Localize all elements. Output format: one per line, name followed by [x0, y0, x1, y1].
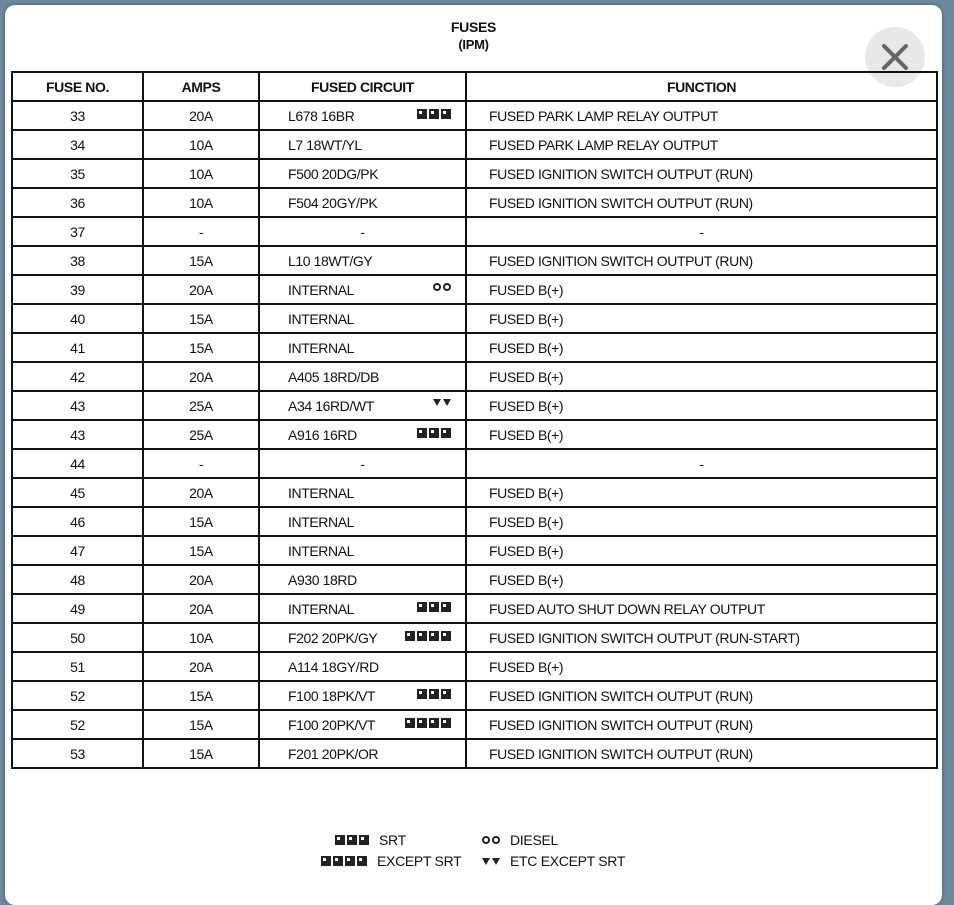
table-row — [12, 362, 937, 391]
col-header-fuse-no: FUSE NO. — [12, 72, 143, 101]
table-row — [12, 246, 937, 275]
except-srt-square-icon — [429, 631, 439, 641]
table-row — [12, 420, 937, 449]
table-row — [12, 275, 937, 304]
function-cell — [466, 391, 937, 420]
fused-circuit-text: INTERNAL — [288, 601, 355, 617]
table-row — [12, 652, 937, 681]
fused-circuit-cell — [259, 594, 466, 623]
except-srt-square-icon — [441, 718, 451, 728]
variant-marker — [417, 602, 451, 612]
function-cell — [466, 710, 937, 739]
function-cell — [466, 420, 937, 449]
fuse-no-cell: 43 — [12, 391, 143, 420]
variant-marker — [417, 428, 451, 438]
fuse-no-cell: 33 — [12, 101, 143, 130]
function-cell — [466, 536, 937, 565]
function-cell — [466, 507, 937, 536]
diesel-circle-icon — [492, 836, 500, 844]
amps-cell: 15A — [143, 304, 259, 333]
fuse-no-cell: 52 — [12, 681, 143, 710]
except-srt-square-icon — [357, 856, 367, 866]
amps-cell: 20A — [143, 478, 259, 507]
fuse-no-cell: 42 — [12, 362, 143, 391]
amps-cell: 20A — [143, 652, 259, 681]
fused-circuit-text: INTERNAL — [288, 514, 355, 530]
table-row — [12, 536, 937, 565]
legend-except-srt — [321, 853, 461, 869]
col-header-fused-circuit: FUSED CIRCUIT — [259, 72, 466, 101]
fused-circuit-cell — [259, 188, 466, 217]
amps-cell: 25A — [143, 420, 259, 449]
table-row — [12, 217, 937, 246]
fused-circuit-cell — [259, 710, 466, 739]
page-title: FUSES — [450, 19, 497, 35]
function-cell — [466, 333, 937, 362]
srt-square-icon — [429, 428, 439, 438]
function-text: FUSED B(+) — [489, 658, 564, 675]
table-row — [12, 188, 937, 217]
table-row — [12, 739, 937, 768]
fuse-table — [11, 71, 938, 769]
srt-square-icon — [335, 835, 345, 845]
amps-cell: 15A — [143, 536, 259, 565]
fused-circuit-text: L10 18WT/GY — [288, 253, 373, 269]
fused-circuit-text: A916 16RD — [288, 427, 357, 443]
function-cell — [466, 217, 937, 246]
variant-marker — [417, 109, 451, 119]
table-row — [12, 478, 937, 507]
srt-square-icon — [441, 428, 451, 438]
page-subtitle: (IPM) — [458, 37, 489, 52]
function-text: FUSED IGNITION SWITCH OUTPUT (RUN) — [489, 165, 753, 182]
except-srt-square-icon — [417, 631, 427, 641]
fuse-no-cell: 52 — [12, 710, 143, 739]
fused-circuit-cell — [259, 536, 466, 565]
table-row — [12, 391, 937, 420]
fuse-no-cell: 37 — [12, 217, 143, 246]
srt-square-icon — [429, 109, 439, 119]
amps-cell: - — [143, 449, 259, 478]
legend-diesel — [482, 832, 558, 848]
function-text: FUSED PARK LAMP RELAY OUTPUT — [489, 107, 718, 124]
fused-circuit-cell — [259, 333, 466, 362]
fused-circuit-cell — [259, 478, 466, 507]
fused-circuit-text: F202 20PK/GY — [288, 630, 378, 646]
function-text: FUSED B(+) — [489, 484, 564, 501]
function-cell — [466, 275, 937, 304]
srt-square-icon — [441, 109, 451, 119]
srt-square-icon — [417, 689, 427, 699]
amps-cell: 15A — [143, 681, 259, 710]
except-srt-square-icon — [405, 631, 415, 641]
fused-circuit-text: INTERNAL — [288, 282, 355, 298]
fused-circuit-cell — [259, 304, 466, 333]
function-text: FUSED PARK LAMP RELAY OUTPUT — [489, 136, 718, 153]
except-srt-square-icon — [405, 718, 415, 728]
function-text: FUSED B(+) — [489, 281, 564, 298]
fused-circuit-cell — [259, 130, 466, 159]
legend-srt-label: SRT — [379, 832, 406, 848]
diesel-circle-icon — [443, 283, 451, 291]
table-row — [12, 449, 937, 478]
function-cell — [466, 304, 937, 333]
function-cell — [466, 652, 937, 681]
except-srt-square-icon — [333, 856, 343, 866]
table-row — [12, 507, 937, 536]
fuse-no-cell: 47 — [12, 536, 143, 565]
fused-circuit-cell — [259, 217, 466, 246]
fused-circuit-text: INTERNAL — [288, 485, 355, 501]
function-cell — [466, 130, 937, 159]
function-cell — [466, 594, 937, 623]
fused-circuit-cell — [259, 275, 466, 304]
variant-marker — [405, 718, 451, 728]
srt-square-icon — [429, 689, 439, 699]
function-text: FUSED IGNITION SWITCH OUTPUT (RUN) — [489, 252, 753, 269]
fused-circuit-cell — [259, 507, 466, 536]
variant-marker — [433, 283, 451, 291]
fused-circuit-cell — [259, 420, 466, 449]
fused-circuit-text: F100 18PK/VT — [288, 688, 376, 704]
table-row — [12, 101, 937, 130]
function-cell — [466, 565, 937, 594]
fused-circuit-text: A114 18GY/RD — [288, 659, 379, 675]
amps-cell: 10A — [143, 159, 259, 188]
except-srt-square-icon — [429, 718, 439, 728]
srt-square-icon — [429, 602, 439, 612]
variant-marker — [405, 631, 451, 641]
fused-circuit-cell — [259, 565, 466, 594]
fuse-no-cell: 48 — [12, 565, 143, 594]
amps-cell: 15A — [143, 710, 259, 739]
fuse-no-cell: 45 — [12, 478, 143, 507]
col-header-function: FUNCTION — [466, 72, 937, 101]
fused-circuit-text: - — [360, 223, 365, 240]
function-text: FUSED B(+) — [489, 426, 564, 443]
fuse-no-cell: 41 — [12, 333, 143, 362]
legend-except-srt-label: EXCEPT SRT — [377, 853, 462, 869]
fuse-no-cell: 51 — [12, 652, 143, 681]
fused-circuit-cell — [259, 652, 466, 681]
fuse-no-cell: 46 — [12, 507, 143, 536]
amps-cell: 20A — [143, 101, 259, 130]
function-cell — [466, 623, 937, 652]
srt-square-icon — [359, 835, 369, 845]
srt-square-icon — [417, 602, 427, 612]
amps-cell: 20A — [143, 362, 259, 391]
function-text: FUSED IGNITION SWITCH OUTPUT (RUN) — [489, 687, 753, 704]
amps-cell: 10A — [143, 623, 259, 652]
table-row — [12, 710, 937, 739]
amps-cell: - — [143, 217, 259, 246]
srt-square-icon — [417, 109, 427, 119]
diesel-circle-icon — [433, 283, 441, 291]
fused-circuit-cell — [259, 449, 466, 478]
function-text: - — [699, 455, 704, 472]
function-cell — [466, 246, 937, 275]
table-row — [12, 130, 937, 159]
srt-square-icon — [417, 428, 427, 438]
fused-circuit-cell — [259, 246, 466, 275]
fused-circuit-text: - — [360, 455, 365, 472]
fused-circuit-cell — [259, 391, 466, 420]
srt-square-icon — [441, 689, 451, 699]
function-text: FUSED AUTO SHUT DOWN RELAY OUTPUT — [489, 600, 765, 617]
amps-cell: 15A — [143, 507, 259, 536]
function-text: FUSED IGNITION SWITCH OUTPUT (RUN-START) — [489, 629, 800, 646]
table-row — [12, 681, 937, 710]
table-header-row — [12, 72, 937, 101]
fused-circuit-text: A34 16RD/WT — [288, 398, 374, 414]
function-cell — [466, 449, 937, 478]
function-text: FUSED B(+) — [489, 368, 564, 385]
fuse-no-cell: 39 — [12, 275, 143, 304]
function-text: FUSED IGNITION SWITCH OUTPUT (RUN) — [489, 194, 753, 211]
fuse-no-cell: 38 — [12, 246, 143, 275]
legend-srt — [335, 832, 406, 848]
except-srt-square-icon — [417, 718, 427, 728]
fuse-no-cell: 44 — [12, 449, 143, 478]
amps-cell: 25A — [143, 391, 259, 420]
function-cell — [466, 362, 937, 391]
except-srt-square-icon — [345, 856, 355, 866]
fuse-no-cell: 49 — [12, 594, 143, 623]
col-header-amps: AMPS — [143, 72, 259, 101]
amps-cell: 20A — [143, 594, 259, 623]
amps-cell: 20A — [143, 565, 259, 594]
function-text: FUSED B(+) — [489, 397, 564, 414]
function-cell — [466, 739, 937, 768]
fused-circuit-text: INTERNAL — [288, 311, 355, 327]
table-row — [12, 623, 937, 652]
function-text: FUSED IGNITION SWITCH OUTPUT (RUN) — [489, 716, 753, 733]
fused-circuit-cell — [259, 623, 466, 652]
function-text: FUSED B(+) — [489, 542, 564, 559]
srt-square-icon — [441, 602, 451, 612]
variant-marker — [417, 689, 451, 699]
function-cell — [466, 101, 937, 130]
function-cell — [466, 188, 937, 217]
table-row — [12, 333, 937, 362]
fused-circuit-cell — [259, 739, 466, 768]
legend-diesel-label: DIESEL — [510, 832, 558, 848]
variant-marker — [433, 399, 451, 406]
fuse-no-cell: 35 — [12, 159, 143, 188]
function-text: FUSED IGNITION SWITCH OUTPUT (RUN) — [489, 745, 753, 762]
etc-triangle-icon — [482, 858, 490, 865]
srt-square-icon — [347, 835, 357, 845]
table-row — [12, 565, 937, 594]
fused-circuit-text: F100 20PK/VT — [288, 717, 376, 733]
etc-triangle-icon — [443, 399, 451, 406]
fused-circuit-text: A930 18RD — [288, 572, 357, 588]
fuse-no-cell: 36 — [12, 188, 143, 217]
function-cell — [466, 159, 937, 188]
fuse-chart-panel — [5, 5, 942, 905]
etc-triangle-icon — [433, 399, 441, 406]
function-text: FUSED B(+) — [489, 571, 564, 588]
fused-circuit-text: INTERNAL — [288, 340, 355, 356]
table-row — [12, 594, 937, 623]
fused-circuit-text: L7 18WT/YL — [288, 137, 362, 153]
legend-etc — [482, 853, 625, 869]
fuse-no-cell: 40 — [12, 304, 143, 333]
fused-circuit-text: F201 20PK/OR — [288, 746, 379, 762]
amps-cell: 10A — [143, 130, 259, 159]
fused-circuit-text: L678 16BR — [288, 108, 355, 124]
diesel-circle-icon — [482, 836, 490, 844]
fused-circuit-cell — [259, 159, 466, 188]
table-row — [12, 304, 937, 333]
function-text: FUSED B(+) — [489, 339, 564, 356]
except-srt-square-icon — [321, 856, 331, 866]
function-cell — [466, 681, 937, 710]
fuse-no-cell: 53 — [12, 739, 143, 768]
amps-cell: 15A — [143, 739, 259, 768]
etc-triangle-icon — [492, 858, 500, 865]
table-row — [12, 159, 937, 188]
except-srt-square-icon — [441, 631, 451, 641]
function-cell — [466, 478, 937, 507]
amps-cell: 20A — [143, 275, 259, 304]
legend-etc-label: ETC EXCEPT SRT — [510, 853, 626, 869]
amps-cell: 15A — [143, 246, 259, 275]
function-text: FUSED B(+) — [489, 513, 564, 530]
fused-circuit-text: INTERNAL — [288, 543, 355, 559]
amps-cell: 15A — [143, 333, 259, 362]
function-text: FUSED B(+) — [489, 310, 564, 327]
fused-circuit-cell — [259, 362, 466, 391]
amps-cell: 10A — [143, 188, 259, 217]
close-x-icon — [881, 43, 909, 71]
fuse-no-cell: 43 — [12, 420, 143, 449]
fused-circuit-text: A405 18RD/DB — [288, 369, 379, 385]
fuse-no-cell: 50 — [12, 623, 143, 652]
fused-circuit-text: F500 20DG/PK — [288, 166, 379, 182]
fused-circuit-cell — [259, 101, 466, 130]
fuse-no-cell: 34 — [12, 130, 143, 159]
function-text: - — [699, 223, 704, 240]
fused-circuit-cell — [259, 681, 466, 710]
fused-circuit-text: F504 20GY/PK — [288, 195, 378, 211]
